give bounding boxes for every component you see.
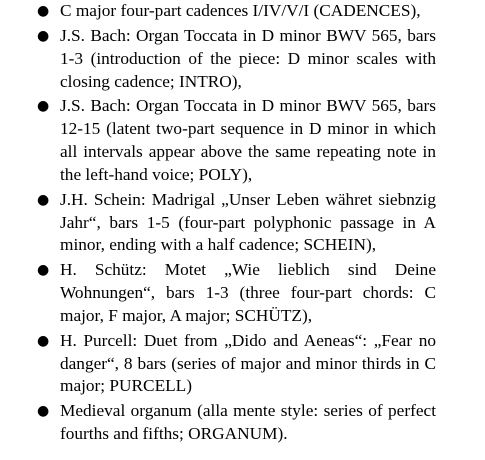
list-item-text: J.S. Bach: Organ Toccata in D minor BWV 565, bars 12-15 (latent two-part sequence in D minor in which all intervals appear above the same repeating note in the left-hand voice; POLY), — [60, 96, 436, 184]
list-item-text: C major four-part cadences I/IV/V/I (CADENCES), — [60, 1, 421, 20]
bullet-icon: ● — [37, 191, 50, 208]
bullet-icon: ● — [37, 332, 50, 349]
list-item — [0, 0, 436, 23]
list-item-text: H. Schütz: Motet „Wie lieblich sind Deine Wohnungen“, bars 1-3 (three four-part chords: C major, F major, A major; SCHÜTZ), — [60, 260, 436, 325]
list-item-text: J.S. Bach: Organ Toccata in D minor BWV 565, bars 1-3 (introduction of the piece: D minor scales with closing cadence; INTRO), — [60, 25, 436, 91]
bullet-icon: ● — [37, 403, 50, 420]
bullet-icon: ● — [37, 27, 50, 44]
bullet-icon: ● — [37, 3, 50, 19]
list-item — [0, 95, 436, 187]
list-item — [0, 400, 436, 446]
list-item-text: H. Purcell: Duet from „Dido and Aeneas“: „Fear no danger“, 8 bars (series of major and minor thirds in C major; PURCELL) — [60, 330, 436, 396]
list-item — [0, 259, 436, 328]
bullet-icon: ● — [37, 262, 50, 279]
list-item — [0, 330, 436, 399]
list-item-text: Medieval organum (alla mente style: series of perfect fourths and fifths; ORGANUM). — [60, 401, 436, 444]
list-item-text: J.H. Schein: Madrigal „Unser Leben währet siebnzig Jahr“, bars 1-5 (four-part polyphonic passage in A minor, ending with a half cadence; SCHEIN), — [60, 189, 436, 255]
list-item — [0, 25, 436, 94]
list-item — [0, 189, 436, 258]
bullet-icon: ● — [37, 98, 50, 115]
